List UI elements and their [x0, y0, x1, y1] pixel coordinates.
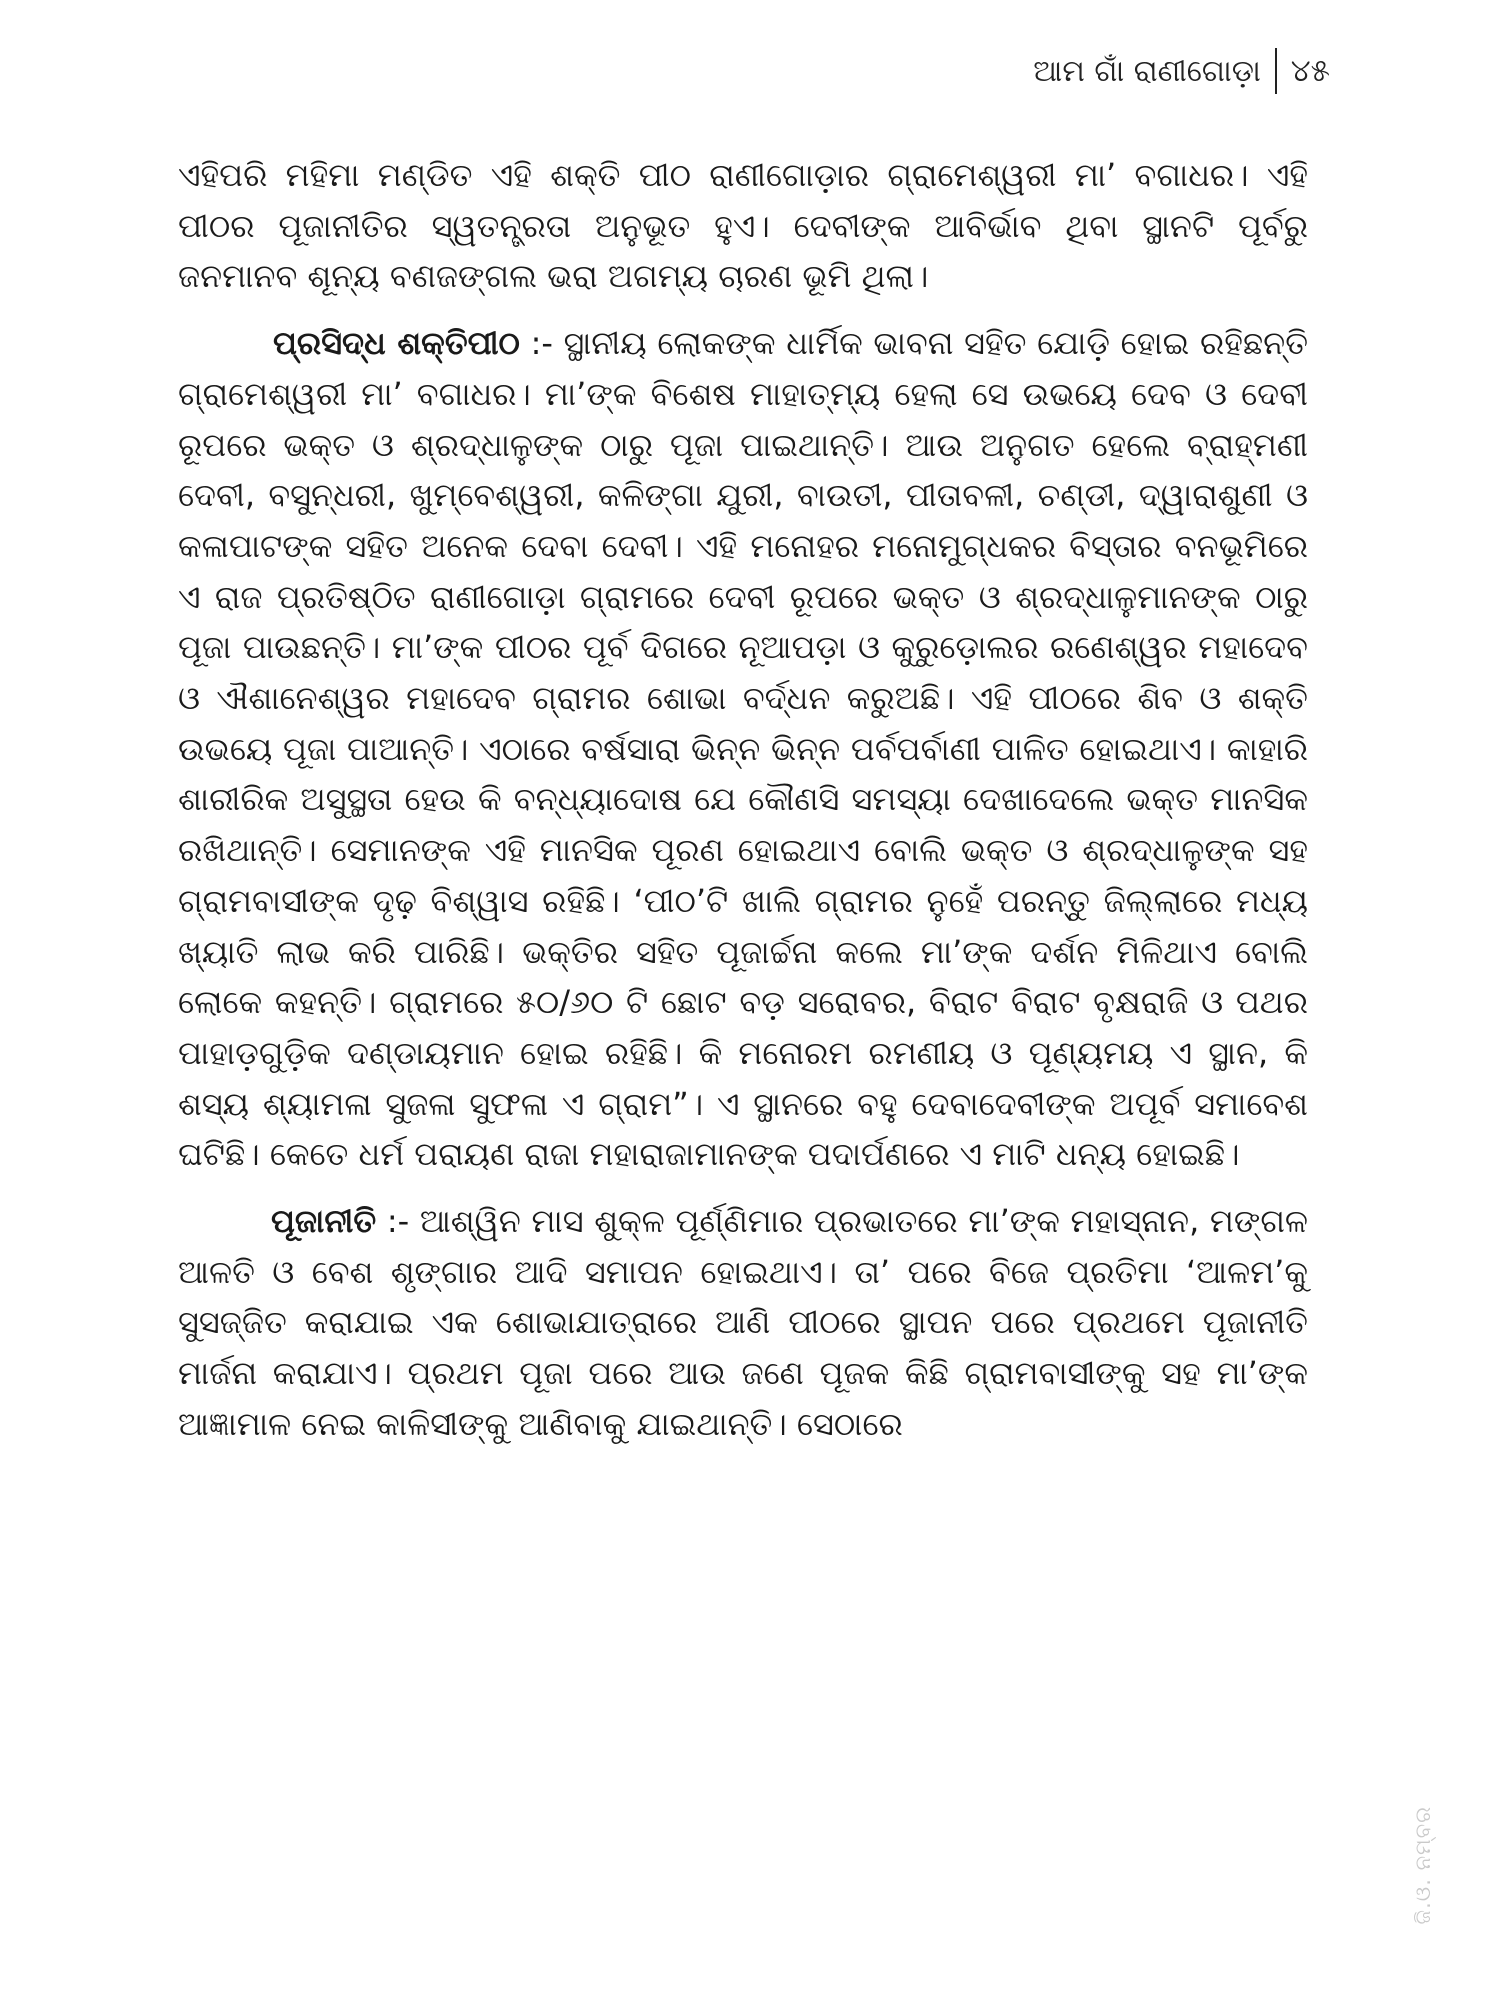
intro-paragraph: ଏହିପରି ମହିମା ମଣ୍ଡିତ ଏହି ଶକ୍ତି ପୀଠ ରାଣୀଗୋଡ଼ାର ଗ୍ରାମେଶ୍ୱରୀ ମା’ ବଗାଧର। ଏହି ପୀଠର ପୂଜାନୀତିର ସ୍ୱତନ୍ତ୍ରତା ଅନୁଭୂତ ହୁଏ। ଦେବୀଙ୍କ ଆବିର୍ଭାବ ଥିବା ସ୍ଥାନଟି ପୂର୍ବରୁ ଜନମାନବ ଶୂନ୍ୟ ବଣଜଙ୍ଗଲ ଭରା ଅଗମ୍ୟ ଚାରଣ ଭୂମି ଥିଲା।: [178, 156, 1308, 296]
section-heading-shaktipeetha: ପ୍ରସିଦ୍ଧ ଶକ୍ତିପୀଠ: [273, 324, 520, 363]
shaktipeetha-paragraph: [178, 318, 1308, 1180]
header-divider: [1275, 48, 1277, 94]
section-separator: :-: [519, 324, 564, 363]
pujaniti-paragraph: [178, 1196, 1308, 1450]
book-title: ଆମ ଗାଁ ରାଣୀଗୋଡ଼ା: [1033, 53, 1261, 89]
page-number: ୪୫: [1290, 52, 1330, 89]
margin-stamp-text: ଜି.ଓ. ନମ୍ବର: [1411, 1805, 1435, 1925]
margin-stamp: [1408, 1770, 1438, 1960]
section-heading-pujaniti: ପୂଜାନୀତି: [271, 1202, 377, 1241]
section-separator: :-: [376, 1202, 420, 1241]
pujaniti-text: ଆଶ୍ୱିନ ମାସ ଶୁକ୍ଳ ପୂର୍ଣ୍ଣିମାର ପ୍ରଭାତରେ ମା’ଙ୍କ ମହାସ୍ନାନ, ମଙ୍ଗଳ ଆଳତି ଓ ବେଶ ଶୃଙ୍ଗାର ଆଦି ସମାପନ ହୋଇଥାଏ। ତା’ ପରେ ବିଜେ ପ୍ରତିମା ‘ଆଳମ’କୁ ସୁସଜ୍ଜିତ କରାଯାଇ ଏକ ଶୋଭାଯାତ୍ରାରେ ଆଣି ପୀଠରେ ସ୍ଥାପନ ପରେ ପ୍ରଥମେ ପୂଜାନୀତି ମାର୍ଜନା କରାଯାଏ। ପ୍ରଥମ ପୂଜା ପରେ ଆଉ ଜଣେ ପୂଜକ କିଛି ଗ୍ରାମବାସୀଙ୍କୁ ସହ ମା’ଙ୍କ ଆଜ୍ଞାମାଳ ନେଇ କାଳିସୀଙ୍କୁ ଆଣିବାକୁ ଯାଇଥାନ୍ତି। ସେଠାରେ: [178, 1202, 1309, 1443]
shaktipeetha-text: ସ୍ଥାନୀୟ ଲୋକଙ୍କ ଧାର୍ମିକ ଭାବନା ସହିତ ଯୋଡ଼ି ହୋଇ ରହିଛନ୍ତି ଗ୍ରାମେଶ୍ୱରୀ ମା’ ବଗାଧର। ମା’ଙ୍କ ବିଶେଷ ମାହାତ୍ମ୍ୟ ହେଲା ସେ ଉଭୟେ ଦେବ ଓ ଦେବୀ ରୂପରେ ଭକ୍ତ ଓ ଶ୍ରଦ୍ଧାଳୁଙ୍କ ଠାରୁ ପୂଜା ପାଇଥାନ୍ତି। ଆଉ ଅନୁଗତ ହେଲେ ବ୍ରାହ୍ମଣୀ ଦେବୀ, ବସୁନ୍ଧରୀ, ଖୁମ୍ବେଶ୍ୱରୀ, କଳିଙ୍ଗା ଯୁରୀ, ବାଉତୀ, ପୀତାବଳୀ, ଚଣ୍ଡୀ, ଦ୍ୱାରାଶୁଣୀ ଓ କଳାପାଟଙ୍କ ସହିତ ଅନେକ ଦେବା ଦେବୀ। ଏହି ମନୋହର ମନୋମୁଗ୍ଧକର ବିସ୍ତାର ବନଭୂମିରେ ଏ ରାଜ ପ୍ରତିଷ୍ଠିତ ରାଣୀଗୋଡ଼ା ଗ୍ରାମରେ ଦେବୀ ରୂପରେ ଭକ୍ତ ଓ ଶ୍ରଦ୍ଧାଳୁମାନଙ୍କ ଠାରୁ ପୂଜା ପାଉଛନ୍ତି। ମା’ଙ୍କ ପୀଠର ପୂର୍ବ ଦିଗରେ ନୂଆପଡ଼ା ଓ କୁରୁଡ଼ୋଲର ରଣେଶ୍ୱର ମହାଦେବ ଓ ଐଶାନେଶ୍ୱର ମହାଦେବ ଗ୍ରାମର ଶୋଭା ବର୍ଦ୍ଧନ କରୁଅଛି। ଏହି ପୀଠରେ ଶିବ ଓ ଶକ୍ତି ଉଭୟେ ପୂଜା ପାଆନ୍ତି। ଏଠାରେ ବର୍ଷସାରା ଭିନ୍ନ ଭିନ୍ନ ପର୍ବପର୍ବାଣୀ ପାଳିତ ହୋଇଥାଏ। କାହାରି ଶାରୀରିକ ଅସୁସ୍ଥତା ହେଉ କି ବନ୍ଧ୍ୟାଦୋଷ ଯେ କୌଣସି ସମସ୍ୟା ଦେଖାଦେଲେ ଭକ୍ତ ମାନସିକ ରଖିଥାନ୍ତି। ସେମାନଙ୍କ ଏହି ମାନସିକ ପୂରଣ ହୋଇଥାଏ ବୋଲି ଭକ୍ତ ଓ ଶ୍ରଦ୍ଧାଳୁଙ୍କ ସହ ଗ୍ରାମବାସୀଙ୍କ ଦୃଢ଼ ବିଶ୍ୱାସ ରହିଛି। ‘ପୀଠ’ଟି ଖାଲି ଗ୍ରାମର ନୁହେଁ ପରନ୍ତୁ ଜିଲ୍ଲାରେ ମଧ୍ୟ ଖ୍ୟାତି ଲାଭ କରି ପାରିଛି। ଭକ୍ତିର ସହିତ ପୂଜାର୍ଚ୍ଚନା କଲେ ମା’ଙ୍କ ଦର୍ଶନ ମିଳିଥାଏ ବୋଲି ଲୋକେ କହନ୍ତି। ଗ୍ରାମରେ ୫୦/୬୦ ଟି ଛୋଟ ବଡ଼ ସରୋବର, ବିରାଟ ବିରାଟ ବୃକ୍ଷରାଜି ଓ ପଥର ପାହାଡ଼ଗୁଡ଼ିକ ଦଣ୍ଡାୟମାନ ହୋଇ ରହିଛି। କି ମନୋରମ ରମଣୀୟ ଓ ପୂଣ୍ୟମୟ ଏ ସ୍ଥାନ, କି ଶସ୍ୟ ଶ୍ୟାମଳା ସୁଜଳା ସୁଫଳା ଏ ଗ୍ରାମ”। ଏ ସ୍ଥାନରେ ବହୁ ଦେବାଦେବୀଙ୍କ ଅପୂର୍ବ ସମାବେଶ ଘଟିଛି। କେତେ ଧର୍ମ ପରାୟଣ ରାଜା ମହାରାଜାମାନଙ୍କ ପଦାର୍ପଣରେ ଏ ମାଟି ଧନ୍ୟ ହୋଇଛି।: [178, 324, 1309, 1174]
page-body: [178, 150, 1308, 1450]
running-header: [1033, 48, 1330, 94]
